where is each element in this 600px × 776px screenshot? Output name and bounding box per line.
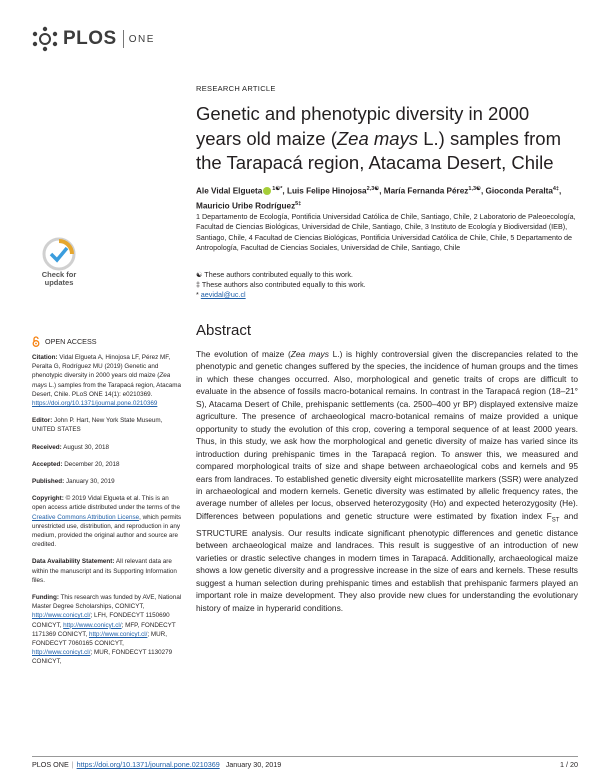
author-affiliation-marker: 1,3☯ — [468, 186, 481, 192]
abstract-segment: and STRUCTURE analysis. Our results indicate significant phenotypic differences and genetic distance between archaeological maize and landraces. This result is suggestive of an introduction of new varieties or drastic selective changes in modern times in Tarapacá. Additionally, archaeological maize shows a low genetic diversity and a progressive increase in the size of ears and kernels. These results suggest a human selection during prehispanic times and establish that prehispanic farmers played an important role in maize development. They also provide new clues for understanding the evolutionary history of maize in hyperarid conditions. — [196, 510, 578, 613]
check-updates-line1: Check for — [41, 270, 77, 279]
sidebar — [32, 336, 182, 675]
abstract-text — [196, 348, 578, 614]
author-name: Mauricio Uribe Rodríguez — [196, 201, 296, 211]
footer — [32, 760, 578, 769]
corresponding-email: * aevidal@uc.cl — [196, 290, 246, 299]
author-name: Luis Felipe Hinojosa — [286, 186, 367, 196]
page-number: 1 / 20 — [560, 760, 578, 769]
accepted-date: Accepted: December 20, 2018 — [32, 460, 120, 468]
footer-rule — [32, 756, 578, 757]
article-type: RESEARCH ARTICLE — [196, 84, 276, 93]
plos-logo-icon — [30, 26, 60, 52]
funding-text: ; MUR, FONDECYT 7060165 CONICYT, — [32, 630, 167, 648]
plos-one-logo[interactable] — [30, 26, 155, 52]
footer-journal: PLOS ONE — [32, 760, 69, 769]
funding-link[interactable]: http://www.conicyt.cl/ — [32, 612, 91, 620]
journal-name: PLOS — [63, 28, 117, 49]
abstract-segment: Zea mays — [290, 349, 329, 359]
check-updates-icon — [42, 237, 76, 271]
cc-license-link[interactable]: Creative Commons Attribution License — [32, 513, 140, 521]
equal-contribution-note: ☯ These authors contributed equally to this work. — [196, 270, 353, 279]
author-notes — [196, 270, 576, 300]
published-date: Published: January 30, 2019 — [32, 478, 115, 486]
abstract-heading: Abstract — [196, 322, 252, 339]
footer-date: January 30, 2019 — [225, 760, 282, 769]
funding-link[interactable]: http://www.conicyt.cl/ — [63, 621, 122, 629]
open-lock-icon — [32, 336, 40, 347]
footer-doi-link[interactable]: https://doi.org/10.1371/journal.pone.0210369 — [76, 760, 220, 769]
funding-text: ; MFP, FONDECYT 1171369 CONICYT, — [32, 621, 176, 638]
received-date: Received: August 30, 2018 — [32, 443, 110, 451]
abstract-segment: The evolution of maize ( — [196, 349, 291, 359]
author-affiliation-marker: 4‡ — [552, 186, 559, 192]
author-name: María Fernanda Pérez — [383, 186, 469, 196]
check-updates-line2: updates — [44, 278, 74, 287]
orcid-icon[interactable] — [263, 187, 271, 195]
author-affiliation-marker: 2,3☯ — [366, 186, 380, 192]
funding-text: ; MUR, FONDECYT 1130279 CONICYT, — [32, 649, 173, 666]
funding-text: ; LFH, FONDECYT 1150690 CONICYT, — [32, 612, 170, 629]
author-list: Ale Vidal Elgueta $^{1☯*}$, Luis Felipe Hinojosa$^{2,3☯}$, María Fernanda Pérez$^{1,3☯}$, Gioconda Peralta$^{4\ddagger}$, Mauricio Uribe Rodríguez$^{5\ddagger}$ — [196, 186, 562, 211]
author-affiliation-marker: 5‡ — [295, 201, 302, 208]
copyright: Copyright: © 2019 Vidal Elgueta et al. This is an open access article distributed under the terms of the Creative Commons Attribution License, which permits unrestricted use, distribution, and reproduction in any medium, provided the original author and source are credited. — [32, 495, 182, 549]
funding: Funding: This research was funded by AVE, National Master Degree Scholarships, CONICYT, http://www.conicyt.cl/; LFH, FONDECYT 1150690 CONICYT, http://www.conicyt.cl/; MFP, FONDECYT 1171369 CONICYT, http://www.conicyt.cl/; MUR, FONDECYT 7060165 CONICYT, http://www.conicyt.cl/; MUR, FONDECYT 1130279 CONICYT, — [32, 594, 182, 666]
abstract-segment: L.) is highly controversial given the discrepancies related to the phenotypic and genetic changes suffered by the species, the incidence of human groups and the times in which these changes occurred. Also, morphological and genetic traits of crops are difficult to evaluate in the absence of fossils macro-botanical remains. In contrast in the Tarapacá region (18–21° S), Atacama Desert of Chile, prehispanic settlements (ca. 2500–400 yr BP) displayed extensive maize agriculture. The presence of archaeological macro-botanical remains of maize provided a unique opportunity to study the evolution of this crop, covering a temporal sequence of at least 2000 years. Thus, in this study, we ask how the morphological and genetic diversity of maize has varied since its introduction during prehispanic times in the Tarapacá region. To answer this, we measured and compared morphological traits of size and shape between archaeological cobs and kernels and 95 ears from landraces. To established genetic diversity eight microsatellite markers (SSR) were analyzed in archaeological and modern kernels. Genetic diversity was estimated by allelic frequency rates, the average number of alleles per locus, observed heterozygosity (Ho) and expected heterozygosity (He). Differences between populations and genetic structure were estimated by fixation index F — [196, 349, 578, 521]
author-name: Gioconda Peralta — [485, 186, 553, 196]
data-availability: Data Availability Statement: All relevant data are within the manuscript and its Supporting Information files. — [32, 558, 177, 584]
citation: Citation: Vidal Elgueta A, Hinojosa LF, Pérez MF, Peralta G, Rodríguez MU (2019) Genetic and phenotypic diversity in 2000 years old maize (Zea mays L.) samples from the Tarapacá region, Atacama Desert, Chile. PLoS ONE 14(1): e0210369. https://doi.org/10.1371/journal.pone.0210369 — [32, 354, 181, 408]
citation-doi-link[interactable]: https://doi.org/10.1371/journal.pone.0210369 — [32, 400, 158, 408]
author-affiliation-marker: 1☯* — [272, 186, 283, 192]
author-name: Ale Vidal Elgueta — [196, 186, 263, 196]
article-title: Genetic and phenotypic diversity in 2000 years old maize (Zea mays L.) samples from the Tarapacá region, Atacama Desert, Chile — [196, 103, 561, 173]
check-for-updates-badge[interactable] — [34, 237, 84, 293]
funding-text: This research was funded by AVE, National Master Degree Scholarships, CONICYT, — [32, 594, 182, 611]
funding-link[interactable]: http://www.conicyt.cl/ — [88, 630, 148, 638]
abstract-segment: ST — [551, 517, 560, 524]
journal-subname: ONE — [128, 33, 155, 45]
footer-separator: | — [71, 760, 74, 769]
open-access: OPEN ACCESS — [32, 336, 182, 347]
funding-link[interactable]: http://www.conicyt.cl/ — [32, 649, 91, 657]
logo-divider — [123, 30, 124, 48]
editor: Editor: John P. Hart, New York State Museum, UNITED STATES — [32, 417, 163, 434]
also-contribution-note: ‡ These authors also contributed equally to this work. — [196, 280, 366, 289]
affiliations: 1 Departamento de Ecología, Pontificia Universidad Católica de Chile, Santiago, Chile, 2 Laboratorio de Paleoecología, Facultad de Ciencias Biológicas, Universidad de Chile, Santiago, Chile, 3 Instituto de Ecología y Biodiversidad (IEB), Santiago, Chile, 4 Facultad de Ciencias Biológicas, Pontificia Universidad Católica de Chile, Chile, 5 Departamento de Antropología, Facultad de Ciencias Sociales, Universidad de Chile, Santiago, Chile — [196, 212, 576, 252]
email-link[interactable]: aevidal@uc.cl — [200, 290, 246, 299]
